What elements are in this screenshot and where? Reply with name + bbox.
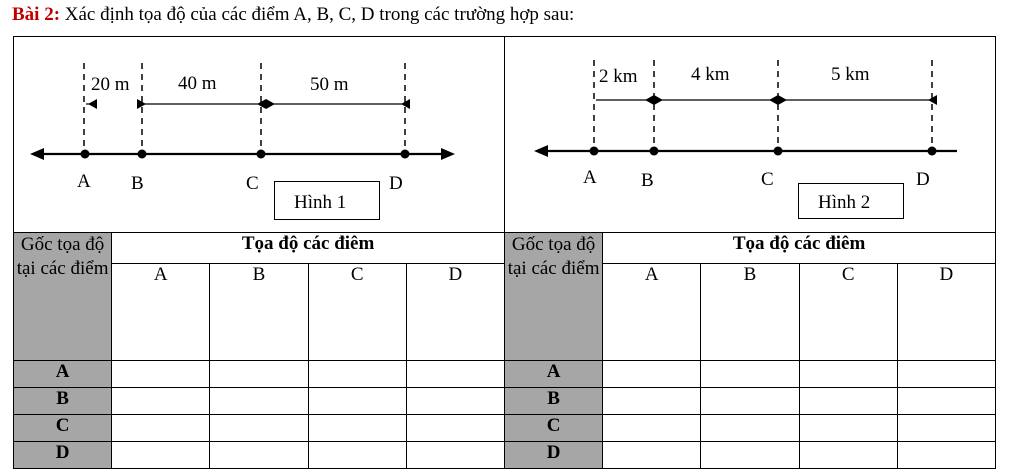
- fig1-dist-20: 20 m: [91, 74, 130, 95]
- coords-header: Tọa độ các điêm: [112, 233, 505, 264]
- column-header-b: B: [701, 264, 799, 361]
- answer-cell[interactable]: [406, 415, 504, 442]
- figure-1: [30, 63, 455, 220]
- row-origin-d: D: [505, 442, 603, 469]
- answer-cell[interactable]: [308, 442, 406, 469]
- fig2-axis-left-arrow: [534, 145, 548, 157]
- answer-cell[interactable]: [112, 415, 210, 442]
- answer-cell[interactable]: [603, 415, 701, 442]
- fig1-caption: Hình 1: [294, 192, 347, 213]
- fig1-arrow-20: [88, 99, 97, 109]
- answer-cell[interactable]: [897, 361, 995, 388]
- row-origin-d: D: [14, 442, 112, 469]
- column-header-c: C: [799, 264, 897, 361]
- answer-cell[interactable]: [799, 388, 897, 415]
- fig2-point-d: [928, 147, 937, 156]
- coordinates-table-1: [13, 232, 505, 469]
- answer-cell[interactable]: [308, 415, 406, 442]
- column-header-d: D: [897, 264, 995, 361]
- row-origin-b: B: [14, 388, 112, 415]
- answer-cell[interactable]: [897, 415, 995, 442]
- fig2-caption: Hình 2: [818, 192, 871, 213]
- column-header-d: D: [406, 264, 504, 361]
- answer-cell[interactable]: [308, 388, 406, 415]
- fig1-point-c: [257, 150, 266, 159]
- answer-cell[interactable]: [210, 388, 308, 415]
- answer-cell[interactable]: [406, 388, 504, 415]
- answer-cell[interactable]: [701, 442, 799, 469]
- answer-cell[interactable]: [406, 361, 504, 388]
- answer-cell[interactable]: [799, 415, 897, 442]
- answer-cell[interactable]: [799, 361, 897, 388]
- fig2-arrowhead: [778, 95, 787, 105]
- fig2-label-b: B: [641, 170, 654, 191]
- fig1-point-d: [401, 150, 410, 159]
- fig1-point-b: [138, 150, 147, 159]
- row-origin-b: B: [505, 388, 603, 415]
- answer-cell[interactable]: [701, 361, 799, 388]
- column-header-a: A: [603, 264, 701, 361]
- fig2-arrowhead: [654, 95, 663, 105]
- answer-cell[interactable]: [701, 388, 799, 415]
- row-origin-a: A: [505, 361, 603, 388]
- fig2-arrowhead: [769, 95, 778, 105]
- answer-cell[interactable]: [210, 415, 308, 442]
- fig2-label-d: D: [916, 169, 930, 190]
- fig1-label-a: A: [77, 171, 91, 192]
- fig2-point-a: [590, 147, 599, 156]
- answer-cell[interactable]: [897, 388, 995, 415]
- coordinates-table-2: [504, 232, 996, 469]
- origin-header: Gốc tọa độ tại các điểm: [14, 233, 112, 361]
- fig1-label-d: D: [389, 173, 403, 194]
- fig2-point-c: [774, 147, 783, 156]
- answer-cell[interactable]: [897, 442, 995, 469]
- answer-cell[interactable]: [308, 361, 406, 388]
- answer-cell[interactable]: [210, 361, 308, 388]
- answer-cell[interactable]: [112, 442, 210, 469]
- fig2-dist-5: 5 km: [831, 64, 870, 85]
- answer-cell[interactable]: [112, 388, 210, 415]
- answer-cell[interactable]: [701, 415, 799, 442]
- fig1-label-c: C: [246, 173, 259, 194]
- fig2-dist-2: 2 km: [599, 66, 638, 87]
- exercise-text: Xác định tọa độ của các điểm A, B, C, D trong các trường hợp sau:: [60, 4, 575, 25]
- fig2-label-c: C: [761, 169, 774, 190]
- answer-cell[interactable]: [210, 442, 308, 469]
- fig2-dist-4: 4 km: [691, 64, 730, 85]
- fig1-axis-left-arrow: [30, 148, 44, 160]
- answer-cell[interactable]: [603, 442, 701, 469]
- figure-2: [534, 60, 957, 219]
- column-header-a: A: [112, 264, 210, 361]
- fig1-axis-right-arrow: [441, 148, 455, 160]
- row-origin-c: C: [505, 415, 603, 442]
- answer-cell[interactable]: [799, 442, 897, 469]
- column-header-b: B: [210, 264, 308, 361]
- row-origin-a: A: [14, 361, 112, 388]
- fig1-point-a: [81, 150, 90, 159]
- fig2-arrowhead: [645, 95, 654, 105]
- answer-cell[interactable]: [603, 388, 701, 415]
- fig1-label-b: B: [131, 173, 144, 194]
- answer-cell[interactable]: [406, 442, 504, 469]
- fig2-label-a: A: [583, 167, 597, 188]
- row-origin-c: C: [14, 415, 112, 442]
- origin-header: Gốc tọa độ tại các điểm: [505, 233, 603, 361]
- answer-cell[interactable]: [112, 361, 210, 388]
- column-header-c: C: [308, 264, 406, 361]
- fig1-dist-50: 50 m: [310, 74, 349, 95]
- coords-header: Tọa độ các điêm: [603, 233, 996, 264]
- fig1-dist-40: 40 m: [178, 73, 217, 94]
- exercise-label: Bài 2:: [12, 4, 61, 25]
- answer-cell[interactable]: [603, 361, 701, 388]
- fig2-point-b: [650, 147, 659, 156]
